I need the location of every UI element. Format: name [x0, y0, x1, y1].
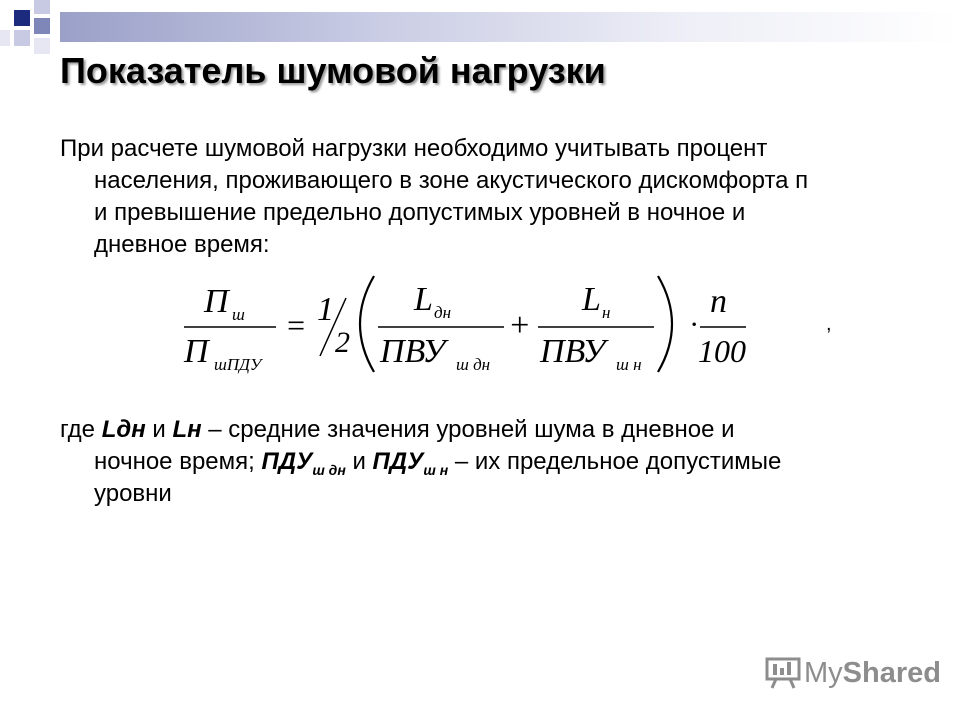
where-line-3: уровни [94, 480, 172, 507]
hundred-denominator: 100 [698, 333, 746, 369]
lhs-denominator-sub: шПДУ [214, 355, 262, 374]
intro-line: При расчете шумовой нагрузки необходимо учитывать процент [60, 135, 768, 162]
slide-title: Показатель шумовой нагрузки [60, 50, 606, 91]
where-paragraph [60, 414, 880, 510]
term2-numerator-sub: н [602, 303, 611, 322]
term1-denominator: ПВУ [380, 333, 446, 370]
intro-line: дневное время: [94, 231, 270, 258]
lhs-denominator: П [184, 333, 209, 370]
noise-load-formula [170, 268, 850, 380]
watermark-text: MyShared [804, 656, 941, 689]
lhs-numerator-sub: ш [232, 305, 245, 324]
intro-line: населения, проживающего в зоне акустического дискомфорта п [94, 167, 809, 194]
half-numerator: 1 [317, 291, 334, 328]
term2-denominator-sub: ш н [616, 355, 642, 374]
lhs-numerator: П [204, 283, 229, 320]
term1-numerator-sub: дн [434, 303, 452, 322]
header-bar [60, 12, 960, 42]
myshared-watermark [764, 656, 941, 690]
right-parenthesis [658, 276, 672, 372]
term1-numerator: L [414, 281, 433, 318]
term1-denominator-sub: ш дн [456, 355, 491, 374]
equals-sign: = [285, 307, 307, 343]
n-numerator: n [710, 283, 727, 320]
intro-paragraph [60, 133, 880, 261]
half-denominator: 2 [335, 326, 350, 359]
term2-numerator: L [582, 281, 601, 318]
where-line-1: где Lдн и Lн – средние значения уровней шума в дневное и [60, 416, 735, 443]
left-parenthesis [360, 276, 374, 372]
where-line-2: ночное время; $ПДУ_{ш дн}$ и $ПДУ_{ш н}$ – их предельное допустимые [94, 448, 782, 478]
formula-comma: , [826, 313, 832, 335]
plus-sign: + [508, 307, 531, 344]
term2-denominator: ПВУ [540, 333, 606, 370]
multiply-dot: · [690, 308, 698, 341]
intro-line: и превышение предельно допустимых уровней в ночное и [94, 199, 746, 226]
presentation-board-icon [764, 656, 804, 690]
